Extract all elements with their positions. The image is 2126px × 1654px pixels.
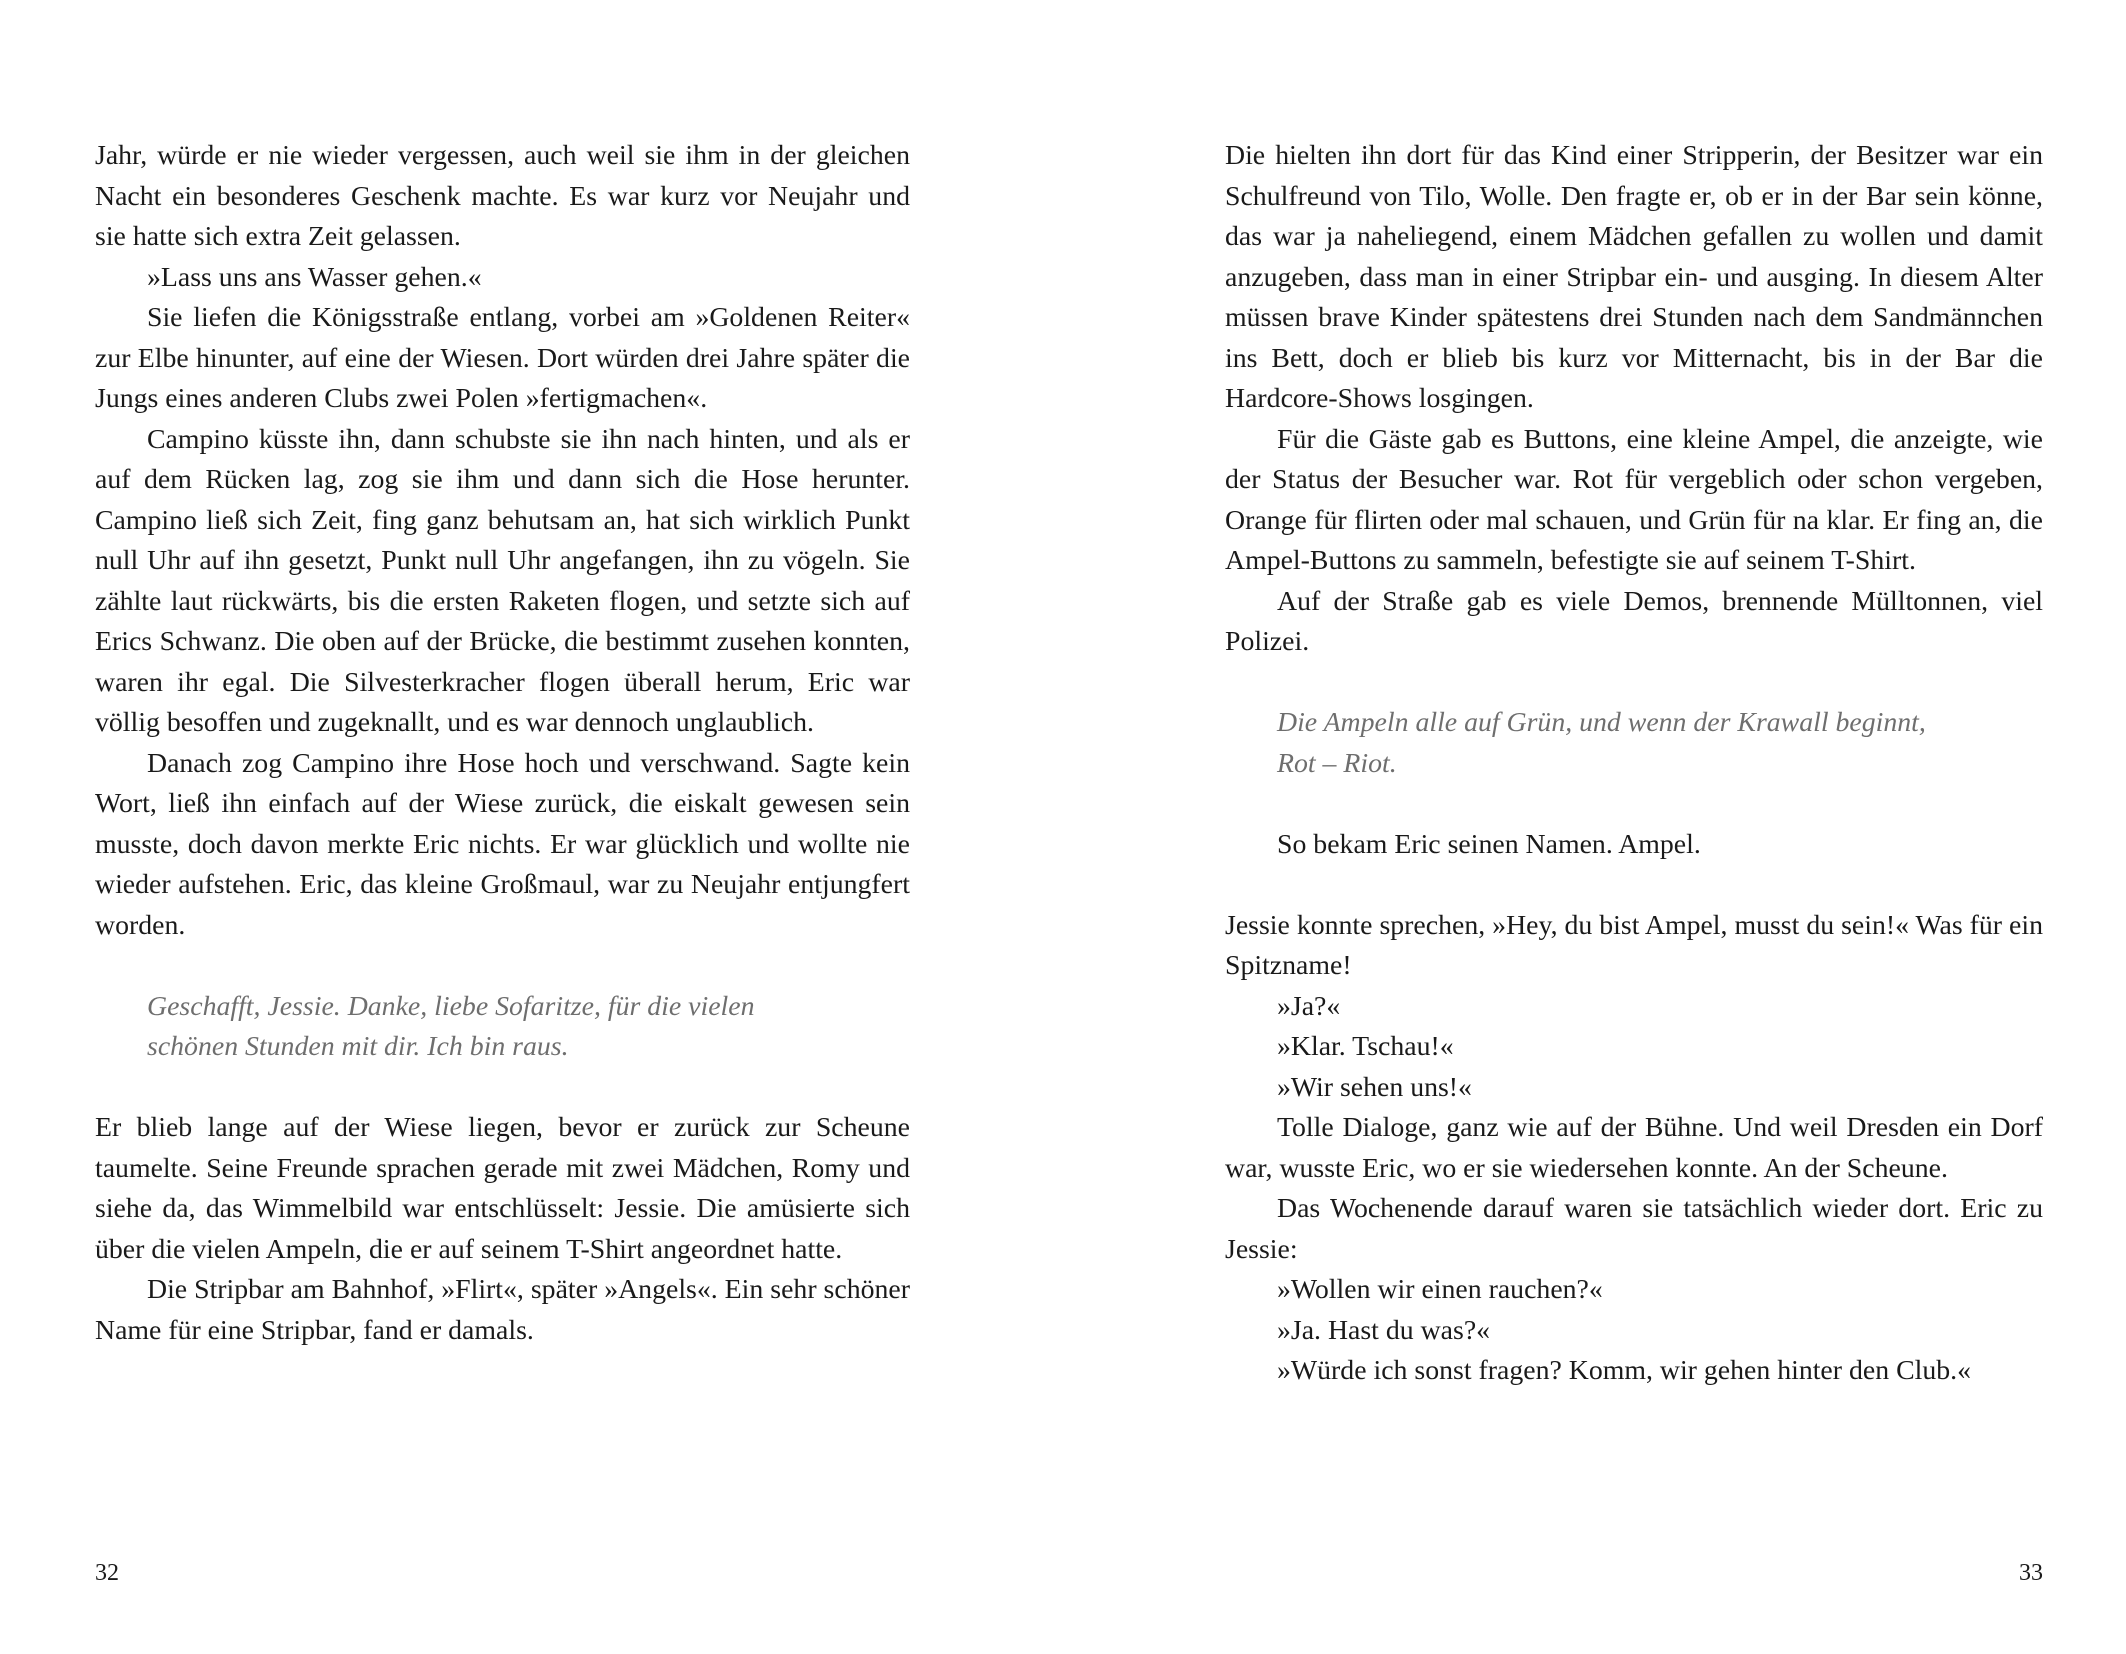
dialogue-line: »Ja. Hast du was?« [1277, 1314, 1491, 1346]
quote-line: schönen Stunden mit dir. Ich bin raus. [147, 1031, 569, 1062]
dialogue-line: »Würde ich sonst fragen? Komm, wir gehen hinter den Club.« [1277, 1355, 1971, 1386]
paragraph: Tolle Dialoge, ganz wie auf der Bühne. Und weil Dresden ein Dorf war, wusste Eric, wo er sie wiedersehen konnte. An der Scheune. [1225, 1112, 2043, 1184]
italic-quote [95, 987, 910, 1068]
paragraph: Jessie konnte sprechen, »Hey, du bist Ampel, musst du sein!« Was für ein Spitzname! [1225, 909, 2043, 981]
dialogue-line: »Klar. Tschau!« [1277, 1031, 1454, 1062]
paragraph: Für die Gäste gab es Buttons, eine kleine Ampel, die anzeigte, wie der Status der Besucher war. Rot für vergeblich oder schon vergeben, Orange für flirten oder mal schauen, und Grün für na klar. Er fing an, die Ampel-Buttons zu sammeln, befestigte sie auf seinem T-Shirt. [1225, 423, 2043, 576]
paragraph: Campino küsste ihn, dann schubste sie ihn nach hinten, und als er auf dem Rücken lag, zog sie ihm und dann sich die Hose herunter. Campino ließ sich Zeit, fing ganz behutsam an, hat sich wirklich Punkt null Uhr auf ihn gesetzt, Punkt null Uhr angefangen, ihn zu vögeln. Sie zählte laut rückwärts, bis die ersten Raketen flogen, und setzte sich auf Erics Schwanz. Die oben auf der Brücke, die bestimmt zusehen konnten, waren ihr egal. Die Silvesterkracher flogen überall herum, Eric war völlig besoffen und zugeknallt, und es war dennoch unglaublich. [95, 423, 910, 738]
page-number: 32 [95, 1560, 119, 1586]
spacer [1225, 663, 2043, 704]
paragraph: Die hielten ihn dort für das Kind einer Stripperin, der Besitzer war ein Schulfreund von Tilo, Wolle. Den fragte er, ob er in der Bar sein könne, das war ja naheliegend, einem Mädchen gefallen zu wollen und damit anzugeben, dass man in einer Stripbar ein- und ausging. In diesem Alter müssen brave Kinder spätestens drei Stunden nach dem Sandmännchen ins Bett, doch er blieb bis kurz vor Mitternacht, bis in der Bar die Hardcore-Shows losgingen. [1225, 140, 2043, 414]
left-text-block [95, 136, 910, 1351]
quote-line: Rot – Riot. [1277, 747, 1397, 779]
italic-quote [1225, 703, 2043, 784]
paragraph: »Lass uns ans Wasser gehen.« [147, 261, 482, 293]
paragraph: Er blieb lange auf der Wiese liegen, bevor er zurück zur Scheune taumelte. Seine Freunde sprachen gerade mit zwei Mädchen, Romy und siehe da, das Wimmelbild war entschlüsselt: Jessie. Die amüsierte sich über die vielen Ampeln, die er auf seinem T-Shirt angeordnet hatte. [95, 1112, 910, 1265]
quote-line: Geschafft, Jessie. Danke, liebe Sofaritze, für die vielen [147, 990, 755, 1022]
spacer [95, 1068, 910, 1109]
spacer [1225, 784, 2043, 825]
paragraph: Danach zog Campino ihre Hose hoch und verschwand. Sagte kein Wort, ließ ihn einfach auf der Wiese zurück, die eiskalt gewesen sein musste, doch davon merkte Eric nichts. Er war glücklich und wollte nie wieder aufstehen. Eric, das kleine Großmaul, war zu Neujahr entjungfert worden. [95, 747, 910, 941]
spacer [95, 946, 910, 987]
right-page [1063, 0, 2126, 1654]
spacer [1225, 865, 2043, 906]
dialogue-line: »Ja?« [1277, 990, 1341, 1022]
paragraph: Die Stripbar am Bahnhof, »Flirt«, später »Angels«. Ein sehr schöner Name für eine Stripbar, fand er damals. [95, 1274, 910, 1346]
page-number: 33 [2019, 1560, 2043, 1586]
paragraph: Jahr, würde er nie wieder vergessen, auch weil sie ihm in der gleichen Nacht ein besonderes Geschenk machte. Es war kurz vor Neujahr und sie hatte sich extra Zeit gelassen. [95, 140, 910, 252]
paragraph: So bekam Eric seinen Namen. Ampel. [1277, 828, 1701, 860]
paragraph: Sie liefen die Königsstraße entlang, vorbei am »Goldenen Reiter« zur Elbe hinunter, auf eine der Wiesen. Dort würden drei Jahre später die Jungs eines anderen Clubs zwei Polen »fertigmachen«. [95, 302, 910, 414]
dialogue-line: »Wir sehen uns!« [1277, 1071, 1472, 1103]
paragraph: Das Wochenende darauf waren sie tatsächlich wieder dort. Eric zu Jessie: [1225, 1193, 2043, 1265]
right-text-block [1225, 136, 2043, 1392]
paragraph: Auf der Straße gab es viele Demos, brennende Mülltonnen, viel Polizei. [1225, 585, 2043, 657]
dialogue-line: »Wollen wir einen rauchen?« [1277, 1274, 1603, 1305]
quote-line: Die Ampeln alle auf Grün, und wenn der Krawall beginnt, [1277, 707, 1926, 738]
